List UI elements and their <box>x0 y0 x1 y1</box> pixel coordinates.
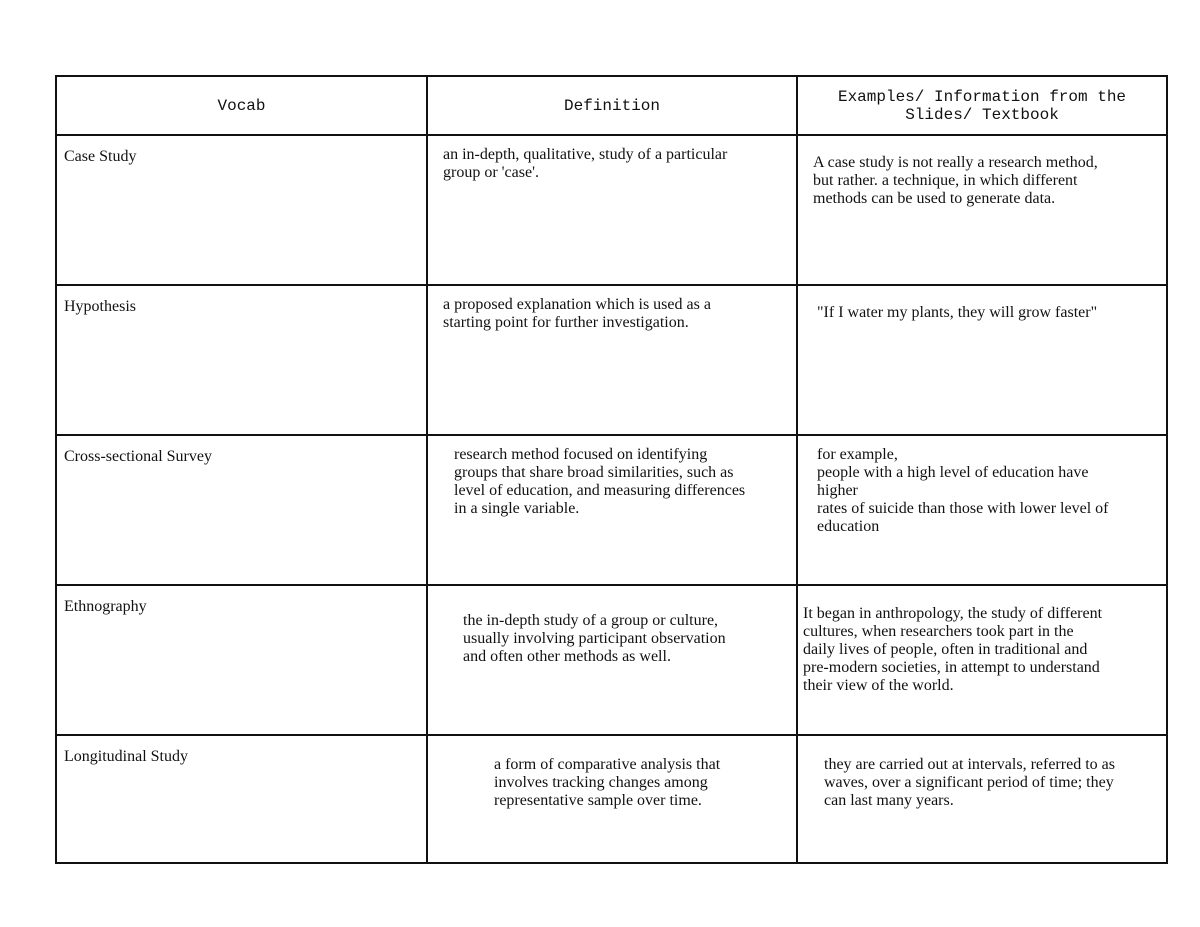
header-examples: Examples/ Information from the Slides/ Textbook <box>797 76 1167 135</box>
definition-text: the in-depth study of a group or culture, usually involving participant observation and often other methods as well. <box>463 612 726 665</box>
vocab-cell <box>56 735 427 863</box>
example-text: for example, people with a high level of education have higher rates of suicide than those with lower level of education <box>817 446 1109 535</box>
header-row <box>56 76 1167 135</box>
example-cell <box>797 735 1167 863</box>
vocab-cell <box>56 585 427 735</box>
vocab-term: Longitudinal Study <box>64 748 188 765</box>
header-definition: Definition <box>427 76 797 135</box>
definition-cell <box>427 135 797 285</box>
vocab-term: Case Study <box>64 148 137 165</box>
definition-cell <box>427 285 797 435</box>
vocab-cell <box>56 135 427 285</box>
vocab-table <box>55 75 1168 864</box>
definition-text: research method focused on identifying groups that share broad similarities, such as level of education, and measuring differences in a single variable. <box>454 446 746 517</box>
example-cell <box>797 585 1167 735</box>
example-cell <box>797 285 1167 435</box>
definition-text: a proposed explanation which is used as a starting point for further investigation. <box>443 296 711 331</box>
definition-cell <box>427 585 797 735</box>
table-row <box>56 735 1167 863</box>
vocab-term: Cross-sectional Survey <box>64 448 212 465</box>
definition-text: a form of comparative analysis that involves tracking changes among representative sample over time. <box>494 756 721 809</box>
example-text: they are carried out at intervals, referred to as waves, over a significant period of time; they can last many years. <box>824 756 1115 809</box>
vocab-term: Ethnography <box>64 598 147 615</box>
table-row <box>56 585 1167 735</box>
definition-cell <box>427 435 797 585</box>
example-cell <box>797 435 1167 585</box>
definition-cell <box>427 735 797 863</box>
example-text: A case study is not really a research method, but rather. a technique, in which different methods can be used to generate data. <box>813 154 1098 207</box>
vocab-cell <box>56 435 427 585</box>
example-text: It began in anthropology, the study of different cultures, when researchers took part in the daily lives of people, often in traditional and pre-modern societies, in attempt to understand their view of the world. <box>803 605 1103 694</box>
example-text: "If I water my plants, they will grow faster" <box>817 304 1098 321</box>
table-row <box>56 435 1167 585</box>
table-row <box>56 135 1167 285</box>
table-row <box>56 285 1167 435</box>
vocab-cell <box>56 285 427 435</box>
vocab-worksheet <box>55 75 1166 864</box>
vocab-term: Hypothesis <box>64 298 136 315</box>
example-cell <box>797 135 1167 285</box>
definition-text: an in-depth, qualitative, study of a particular group or 'case'. <box>443 146 728 181</box>
header-vocab: Vocab <box>56 76 427 135</box>
